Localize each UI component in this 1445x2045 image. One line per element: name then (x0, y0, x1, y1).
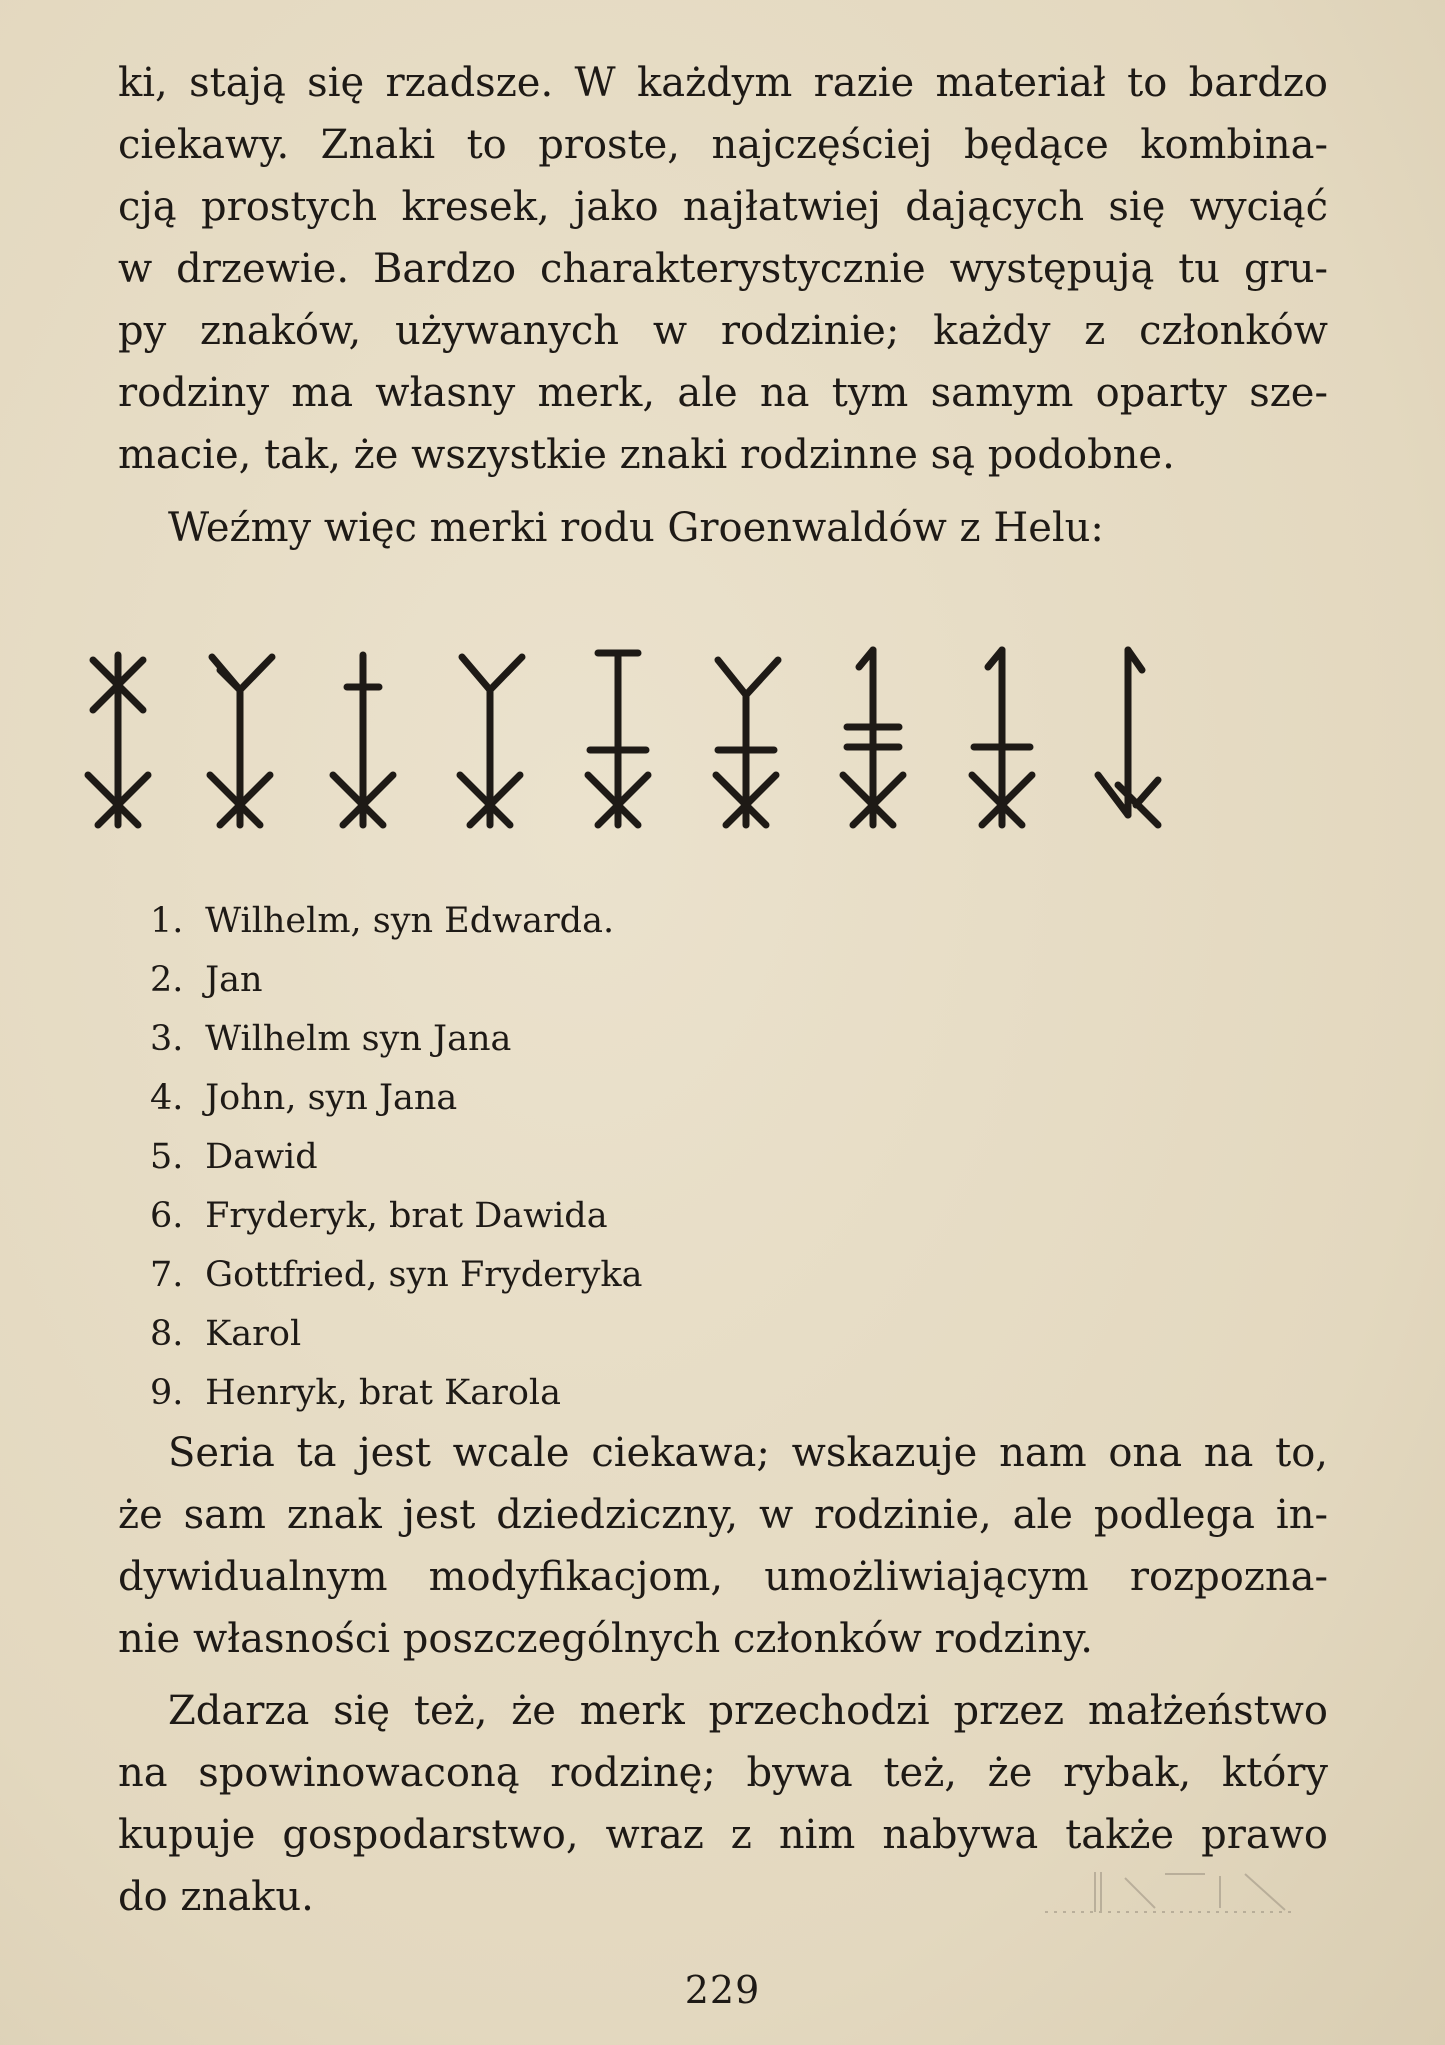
legend-item (150, 1364, 642, 1423)
text-line: ciekawy. Znaki to proste, najczęściej będące kombina- (118, 122, 1328, 168)
legend-item (150, 1010, 642, 1069)
legend-item (150, 892, 642, 951)
house-mark-5-icon (578, 635, 658, 835)
house-mark-1-icon (78, 635, 158, 835)
legend-number: 8. (150, 1314, 184, 1354)
marks-legend (150, 892, 642, 1423)
house-mark-8-icon (962, 635, 1042, 835)
legend-text: Dawid (205, 1137, 318, 1177)
legend-text: Wilhelm, syn Edwarda. (205, 901, 615, 941)
legend-text: Henryk, brat Karola (205, 1373, 561, 1413)
text-line: rodziny ma własny merk, ale na tym samym oparty sze- (118, 370, 1328, 416)
legend-text: Fryderyk, brat Dawida (205, 1196, 608, 1236)
text-line: cją prostych kresek, jako najłatwiej dających się wyciąć (118, 184, 1328, 230)
text-line: Weźmy więc merki rodu Groenwaldów z Helu: (168, 505, 1104, 551)
text-line: nie własności poszczególnych członków rodziny. (118, 1616, 1093, 1662)
faint-stamp-mark (1045, 1868, 1295, 1916)
legend-item (150, 1305, 642, 1364)
legend-item (150, 1069, 642, 1128)
legend-number: 4. (150, 1078, 184, 1118)
house-mark-7-icon (833, 635, 913, 835)
text-line: ki, stają się rzadsze. W każdym razie materiał to bardzo (118, 60, 1328, 106)
text-line: kupuje gospodarstwo, wraz z nim nabywa także prawo (118, 1812, 1328, 1858)
legend-number: 1. (150, 901, 184, 941)
legend-number: 5. (150, 1137, 184, 1177)
text-line: dywidualnym modyfikacjom, umożliwiającym rozpozna- (118, 1554, 1328, 1600)
legend-number: 6. (150, 1196, 184, 1236)
house-mark-9-icon (1088, 635, 1168, 835)
text-line: w drzewie. Bardzo charakterystycznie występują tu gru- (118, 246, 1328, 292)
house-mark-2-icon (200, 635, 280, 835)
house-mark-4-icon (450, 635, 530, 835)
text-line: że sam znak jest dziedziczny, w rodzinie, ale podlega in- (118, 1492, 1328, 1538)
paragraph-series (118, 1422, 1328, 1670)
text-line: do znaku. (118, 1874, 314, 1920)
text-line: py znaków, używanych w rodzinie; każdy z członków (118, 308, 1328, 354)
legend-text: Wilhelm syn Jana (205, 1019, 512, 1059)
text-line: macie, tak, że wszystkie znaki rodzinne są podobne. (118, 432, 1175, 478)
text-line: na spowinowaconą rodzinę; bywa też, że rybak, który (118, 1750, 1328, 1796)
legend-item (150, 1128, 642, 1187)
house-mark-3-icon (323, 635, 403, 835)
legend-number: 2. (150, 960, 184, 1000)
legend-number: 9. (150, 1373, 184, 1413)
legend-item (150, 1187, 642, 1246)
legend-item (150, 1246, 642, 1305)
legend-item (150, 951, 642, 1010)
house-mark-6-icon (706, 635, 786, 835)
text-line: Zdarza się też, że merk przechodzi przez małżeństwo (168, 1688, 1328, 1734)
intro-sentence (118, 497, 1378, 559)
legend-text: Karol (205, 1314, 302, 1354)
legend-number: 7. (150, 1255, 184, 1295)
paragraph-top (118, 52, 1328, 486)
page-number: 229 (684, 1968, 761, 2012)
house-marks-row (78, 635, 1278, 835)
legend-number: 3. (150, 1019, 184, 1059)
legend-text: Gottfried, syn Fryderyka (205, 1255, 643, 1295)
legend-text: John, syn Jana (205, 1078, 458, 1118)
text-line: Seria ta jest wcale ciekawa; wskazuje nam ona na to, (168, 1430, 1328, 1476)
legend-text: Jan (205, 960, 263, 1000)
